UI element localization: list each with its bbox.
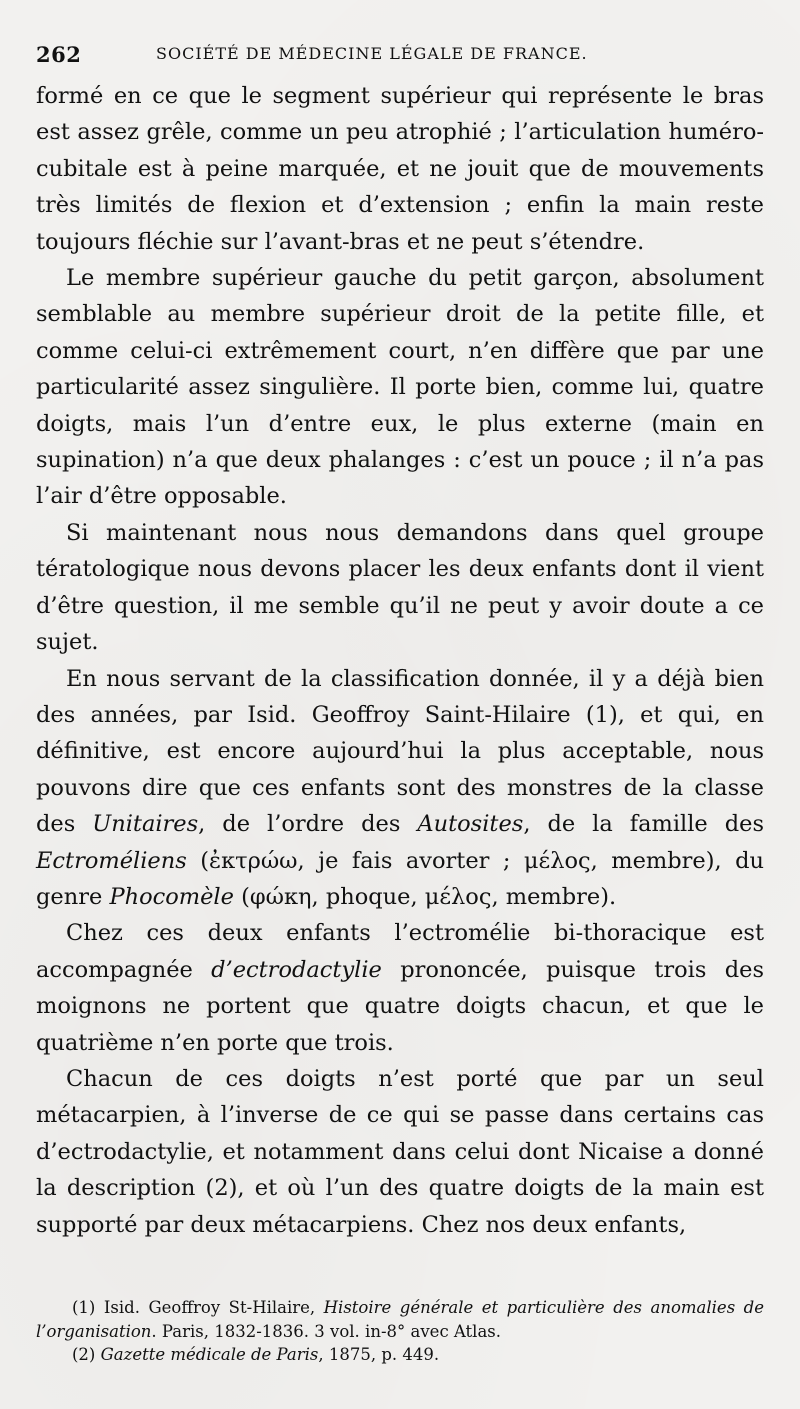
term-ectromeliens: Ectroméliens (36, 847, 187, 874)
paragraph-5-text-b: prononcée, puisque trois des moignons ne portent que quatre doigts chacun, et que le quatrième n’en porte que trois. (36, 956, 764, 1056)
page-number: 262 (36, 42, 82, 67)
footnote-2-title: Gazette médicale de Paris (100, 1345, 319, 1364)
paragraph-4-text-a: En nous servant de la classification donnée, il y a déjà bien des années, par Isid. Geoffroy Saint-Hilaire (1), et qui, en définitive, est encore aujourd’hui la plus acceptable, nous pouvons dire que ces enfants sont des monstres de la classe des (36, 665, 764, 838)
term-phocomele: Phocomèle (109, 883, 234, 910)
page-header (36, 42, 736, 72)
footnote-2-text-b: , 1875, p. 449. (318, 1345, 440, 1364)
term-autosites: Autosites (417, 811, 524, 838)
paragraph-4-text-b: , de l’ordre des (198, 811, 418, 838)
paragraph-1-text: formé en ce que le segment supérieur qui représente le bras est assez grêle, comme un peu atrophié ; l’articulation huméro-cubitale est à peine marquée, et ne jouit que de mouvements très limités de flexion et d’extension ; enfin la main reste toujours fléchie sur l’avant-bras et ne peut s’étendre. (36, 83, 764, 255)
term-unitaires: Unitaires (92, 811, 199, 838)
paragraph-2-text: Le membre supérieur gauche du petit garçon, absolument semblable au membre supérieur droit de la petite fille, et comme celui-ci extrêmement court, n’en diffère que par une particularité assez singulière. Il porte bien, comme lui, quatre doigts, mais l’un d’entre eux, le plus externe (main en supination) n’a que deux phalanges : c’est un pouce ; il n’a pas l’air d’être opposable. (36, 265, 764, 510)
paragraph-4-text-c: , de la famille des (523, 811, 764, 838)
paragraph-teratological-group (36, 515, 764, 661)
paragraph-3-text: Si maintenant nous nous demandons dans quel groupe tératologique nous devons placer les deux enfants dont il vient d’être question, il me semble qu’il ne peut y avoir doute a ce sujet. (36, 519, 764, 656)
body-text (36, 78, 764, 1243)
paragraph-metacarpals (36, 1061, 764, 1243)
paragraph-left-arm (36, 260, 764, 515)
paragraph-4-text-d: (ἐκτρώω, je fais avorter ; μέλος, membre), du genre (36, 847, 764, 910)
footnote-2-text-a: (2) (72, 1345, 101, 1364)
footnote-1-title: Histoire générale et particulière des anomalies de l’organisation (36, 1298, 764, 1341)
footnote-1 (36, 1296, 764, 1343)
footnote-1-text-b: . Paris, 1832-1836. 3 vol. in-8° avec Atlas. (151, 1321, 502, 1341)
footnotes (36, 1296, 764, 1367)
paragraph-4-text-e: (φώκη, phoque, μέλος, membre). (233, 883, 617, 910)
footnote-2 (36, 1343, 764, 1367)
footnote-1-text-a: (1) Isid. Geoffroy St-Hilaire, (72, 1298, 324, 1317)
paragraph-ectrodactylie (36, 915, 764, 1061)
paragraph-6-text: Chacun de ces doigts n’est porté que par un seul métacarpien, à l’inverse de ce qui se passe dans certains cas d’ectrodactylie, et notamment dans celui dont Nicaise a donné la description (2), et où l’un des quatre doigts de la main est supporté par deux métacarpiens. Chez nos deux enfants, (36, 1065, 764, 1238)
paragraph-continuation (36, 78, 764, 260)
running-head: SOCIÉTÉ DE MÉDECINE LÉGALE DE FRANCE. (156, 44, 588, 63)
paragraph-classification (36, 661, 764, 916)
paragraph-5-text-a: Chez ces deux enfants l’ectromélie bi-thoracique est accompagnée (36, 920, 764, 983)
term-ectrodactylie: d’ectrodactylie (211, 956, 382, 983)
